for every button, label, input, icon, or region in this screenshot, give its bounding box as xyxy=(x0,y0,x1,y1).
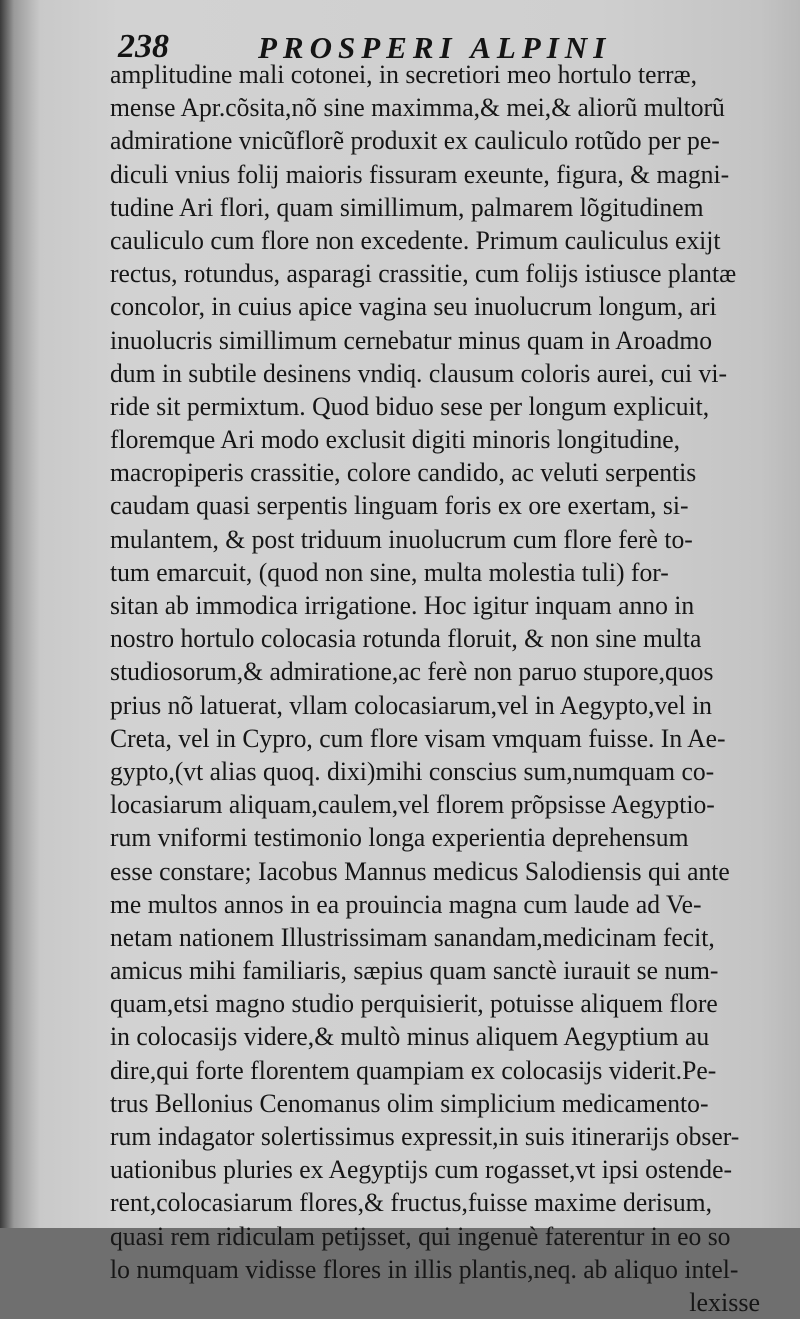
running-head: PROSPERI ALPINI xyxy=(258,30,612,65)
text-line: rum vniformi testimonio longa experientia deprehensum xyxy=(110,823,689,853)
text-line: floremque Ari modo exclusit digiti minoris longitudine, xyxy=(110,425,681,455)
page-number: 238 xyxy=(118,28,169,65)
text-line: macropiperis crassitie, colore candido, ac veluti serpentis xyxy=(110,458,697,488)
text-line: dum in subtile desinens vndiq. clausum coloris aurei, cui vi- xyxy=(110,358,727,388)
catchword: lexisse xyxy=(689,1287,760,1317)
text-line: studiosorum,& admiratione,ac ferè non paruo stupore,quos xyxy=(110,657,714,687)
text-line: Creta, vel in Cypro, cum flore visam vmquam fuisse. In Ae- xyxy=(110,723,726,753)
text-line: rent,colocasiarum flores,& fructus,fuisse maxime derisum, xyxy=(110,1188,712,1218)
text-line: caudam quasi serpentis linguam foris ex ore exertam, si- xyxy=(110,491,689,521)
text-line: trus Bellonius Cenomanus olim simplicium medicamento- xyxy=(110,1088,709,1118)
text-line: sitan ab immodica irrigatione. Hoc igitur inquam anno in xyxy=(110,591,695,620)
text-line: me multos annos in ea prouincia magna cum laude ad Ve- xyxy=(110,889,702,919)
text-line: amplitudine mali cotonei, in secretiori meo hortulo terræ, xyxy=(110,60,698,89)
text-line: ride sit permixtum. Quod biduo sese per longum explicuit, xyxy=(110,391,710,421)
text-line: locasiarum aliquam,caulem,vel florem prõpsisse Aegyptio- xyxy=(110,790,715,820)
text-line: nostro hortulo colocasia rotunda floruit, & non sine multa xyxy=(110,624,702,654)
text-line: gypto,(vt alias quoq. dixi)mihi conscius sum,numquam co- xyxy=(110,756,715,786)
text-line: mense Apr.cõsita,nõ sine maximma,& mei,& aliorũ multorũ xyxy=(110,93,725,123)
text-line: cauliculo cum flore non excedente. Primum cauliculus exijt xyxy=(110,225,721,255)
text-line: quam,etsi magno studio perquisierit, potuisse aliquem flore xyxy=(110,989,718,1019)
text-line: quasi rem ridiculam petijsset, qui ingenuè faterentur in eo so xyxy=(110,1221,731,1251)
text-line: rum indagator solertissimus expressit,in suis itinerarijs obser- xyxy=(110,1122,740,1151)
body-text xyxy=(110,58,800,1319)
text-line: admiratione vnicũflorẽ produxit ex cauliculo rotũdo per pe- xyxy=(110,126,720,156)
text-line: amicus mihi familiaris, sæpius quam sanctè iurauit se num- xyxy=(110,956,719,986)
text-line: esse constare; Iacobus Mannus medicus Salodiensis qui ante xyxy=(110,856,730,886)
text-line: netam nationem Illustrissimam sanandam,medicinam fecit, xyxy=(110,922,715,952)
text-line: in colocasijs videre,& multò minus aliquem Aegyptium au xyxy=(110,1022,710,1052)
text-line: tum emarcuit, (quod non sine, multa molestia tuli) for- xyxy=(110,557,669,587)
text-line: inuolucris simillimum cernebatur minus quam in Aroadmo xyxy=(110,325,713,355)
text-line: lo numquam vidisse flores in illis plantis,neq. ab aliquo intel- xyxy=(110,1254,739,1284)
text-line: rectus, rotundus, asparagi crassitie, cum folijs istiusce plantæ xyxy=(110,259,737,289)
text-line: tudine Ari flori, quam simillimum, palmarem lõgitudinem xyxy=(110,192,704,222)
text-line: diculi vnius folij maioris fissuram exeunte, figura, & magni- xyxy=(110,159,730,189)
text-line: uationibus pluries ex Aegyptijs cum rogasset,vt ipsi ostende- xyxy=(110,1155,732,1185)
text-line: prius nõ latuerat, vllam colocasiarum,vel in Aegypto,vel in xyxy=(110,690,713,720)
text-line: dire,qui forte florentem quampiam ex colocasijs viderit.Pe- xyxy=(110,1055,717,1085)
text-line: concolor, in cuius apice vagina seu inuolucrum longum, ari xyxy=(110,292,717,322)
text-line: mulantem, & post triduum inuolucrum cum flore ferè to- xyxy=(110,524,693,554)
